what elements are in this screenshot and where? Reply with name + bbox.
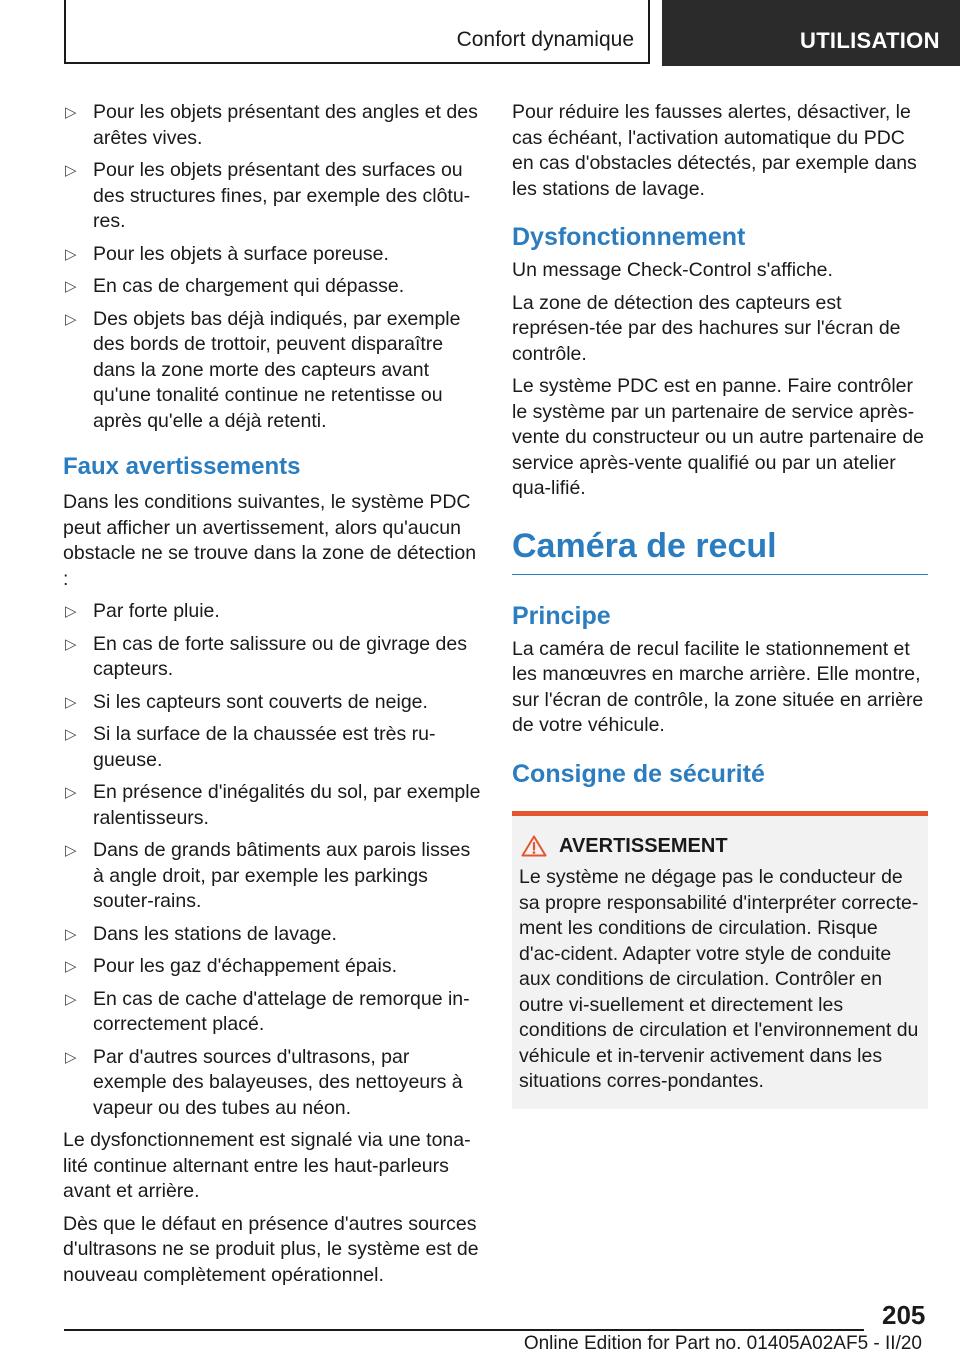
limits-list [63, 100, 481, 434]
triangle-bullet-icon: ▷ [65, 278, 77, 295]
triangle-bullet-icon: ▷ [65, 784, 77, 801]
false-alarm-list [63, 599, 481, 1121]
triangle-bullet-icon: ▷ [65, 990, 77, 1008]
footer-edition: Online Edition for Part no. 01405A02AF5 - II/20 [523, 1333, 922, 1354]
header-rule-bottom [64, 62, 650, 64]
triangle-bullet-icon: ▷ [65, 1048, 77, 1066]
triangle-bullet-icon: ▷ [65, 635, 77, 653]
check-control-text: Un message Check-Control s'affiche. [512, 259, 833, 281]
list-item: ▷ En cas de cache d'attelage de remorque in‐correctement placé. [65, 987, 470, 1035]
list-item: ▷ Pour les objets présentant des surfaces ou des structures fines, par exemple des clôtu‐res. [65, 159, 471, 232]
triangle-bullet-icon: ▷ [65, 603, 77, 620]
header-chapter-label: UTILISATION [800, 28, 940, 53]
header-chapter-tab [662, 0, 960, 66]
triangle-bullet-icon: ▷ [65, 162, 77, 179]
chapter-title-camera: Caméra de recul [512, 526, 928, 575]
list-item: ▷ Dans de grands bâtiments aux parois lisses à angle droit, par exemple les parkings souter‐rains. [65, 839, 471, 912]
list-item: ▷ Pour les gaz d'échappement épais. [63, 954, 481, 980]
list-item: ▷ En cas de chargement qui dépasse. [63, 274, 481, 300]
triangle-bullet-icon: ▷ [65, 693, 77, 711]
sensor-zone-text: La zone de détection des capteurs est représen‐tée par des hachures sur l'écran de contrôle. [512, 291, 901, 365]
triangle-bullet-icon: ▷ [65, 104, 77, 121]
list-item: ▷ Dans les stations de lavage. [63, 922, 481, 948]
heading-principe: Principe [512, 601, 611, 630]
warning-header [519, 834, 922, 860]
list-item: ▷ Par forte pluie. [63, 599, 481, 625]
triangle-bullet-icon: ▷ [65, 245, 77, 263]
heading-dysfonctionnement: Dysfonctionnement [512, 223, 746, 251]
principle-text: La caméra de recul facilite le stationnement et les manœuvres en marche arrière. Elle montre, sur l'écran de contrôle, la zone située en arrière de votre véhicule. [512, 637, 924, 736]
list-item: ▷ Si la surface de la chaussée est très ru‐gueuse. [65, 723, 436, 771]
malfunction-signal-text: Le dysfonctionnement est signalé via une tona‐lité continue alternant entre les haut-parleurs avant et arrière. [63, 1129, 471, 1202]
right-column [512, 100, 928, 1109]
heading-faux-avertissements: Faux avertissements [63, 453, 301, 480]
list-item: ▷ En présence d'inégalités du sol, par exemple ralentisseurs. [65, 781, 481, 829]
header-section-title: Confort dynamique [456, 28, 634, 51]
heading-consigne-securite: Consigne de sécurité [512, 759, 765, 788]
warning-triangle-icon [521, 835, 547, 857]
recovery-text: Dès que le défaut en présence d'autres sources d'ultrasons ne se produit plus, le système est de nouveau complètement opérationnel. [63, 1212, 479, 1286]
list-item: ▷ Si les capteurs sont couverts de neige. [63, 690, 481, 716]
reduce-alerts-text: Pour réduire les fausses alertes, désactiver, le cas échéant, l'activation automatique du PDC en cas d'obstacles détectés, par exemple dans les stations de lavage. [512, 101, 917, 200]
list-item: ▷ Pour les objets présentant des angles et des arêtes vives. [65, 101, 478, 149]
warning-title: AVERTISSEMENT [559, 834, 728, 857]
triangle-bullet-icon: ▷ [65, 842, 77, 859]
footer-rule [64, 1329, 864, 1331]
list-item: ▷ Par d'autres sources d'ultrasons, par exemple des balayeuses, des nettoyeurs à vapeur ou des tubes au néon. [65, 1045, 463, 1119]
warning-text: Le système ne dégage pas le conducteur de sa propre responsabilité d'interpréter correcte‐ment les conditions de circulation. Risque d'ac‐cident. Adapter votre style de conduite aux conditions de circulation. Contrôler en outre vi‐suellement et directement les conditions de circulation et l'environnement du véhicule et in‐tervenir activement dans les situations corres‐pondantes. [519, 866, 919, 1092]
list-item: ▷ Pour les objets à surface poreuse. [63, 242, 481, 268]
triangle-bullet-icon: ▷ [65, 726, 77, 743]
triangle-bullet-icon: ▷ [65, 925, 77, 943]
pdc-failure-text: Le système PDC est en panne. Faire contrôler le système par un partenaire de service après-vente du constructeur ou un autre partenaire de service après-vente qualifié ou par un atelier qua‐lifié. [512, 375, 924, 499]
list-item: ▷ En cas de forte salissure ou de givrage des capteurs. [65, 632, 467, 680]
warning-box [512, 811, 928, 1109]
header-rule-left [64, 0, 66, 64]
header-rule-mid [648, 0, 650, 64]
triangle-bullet-icon: ▷ [65, 310, 77, 328]
triangle-bullet-icon: ▷ [65, 958, 77, 975]
left-column [63, 100, 481, 1295]
list-item: ▷ Des objets bas déjà indiqués, par exemple des bords de trottoir, peuvent disparaître dans la zone morte des capteurs avant qu'une tonalité continue ne retentisse ou après qu'elle a déjà retenti. [65, 307, 461, 432]
false-alarm-intro: Dans les conditions suivantes, le système PDC peut afficher un avertissement, alors qu'aucun obstacle ne se trouve dans la zone de détection : [63, 491, 477, 590]
page-number: 205 [882, 1300, 926, 1330]
